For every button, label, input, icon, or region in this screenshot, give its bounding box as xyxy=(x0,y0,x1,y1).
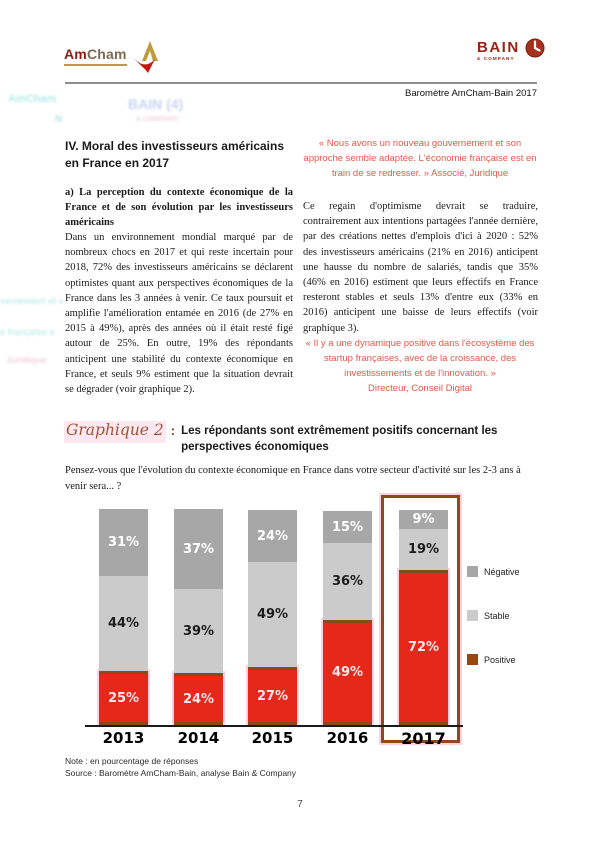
bar-segment-2016-stable: 36% xyxy=(323,543,372,620)
bar-segment-2014-positive: 24% xyxy=(174,673,223,725)
legend-swatch-positive xyxy=(467,654,478,665)
scan-artifact-1: N xyxy=(55,114,63,125)
bar-segment-2017-négative: 9% xyxy=(399,510,448,529)
legend-swatch-stable xyxy=(467,610,478,621)
legend-item-négative xyxy=(467,566,520,577)
bar-segment-2015-stable: 49% xyxy=(248,562,297,667)
bar-segment-2016-négative: 15% xyxy=(323,511,372,543)
bain-logo-main: BAIN xyxy=(477,38,520,56)
legend-swatch-négative xyxy=(467,566,478,577)
legend-item-stable xyxy=(467,610,510,621)
bain-company-logo xyxy=(477,38,545,63)
scan-artifact-2: BAIN (4) xyxy=(128,96,184,112)
chart-question: Pensez-vous que l'évolution du contexte économique en France dans votre secteur d'activité sur les 2-3 ans à venir sera... ? xyxy=(65,465,521,492)
subsection-title: a) La perception du contexte économique de la France et de son évolution par les investisseurs américains xyxy=(65,187,293,228)
chart-title: Les répondants sont extrêmement positifs concernant les perspectives économiques xyxy=(181,425,498,453)
right-paragraph: Ce regain d'optimisme devrait se traduire, contrairement aux intentions partagées l'année dernière, par des créations nettes d'emplois d'ici à 2020 : 52% des investisseurs américains (21% en 2016) anticipent une hausse du nombre de salariés, tandis que 35% (46% en 2016) estiment que leurs effectifs en France resteront stables et seuls 13% d'entre eux (33% en 2016) anticipent une baisse de leurs effectifs (voir graphique 3). xyxy=(303,201,538,334)
amcham-logo-text xyxy=(64,46,127,66)
quote-2 xyxy=(299,336,541,396)
amcham-logo xyxy=(64,38,161,79)
bar-segment-2016-positive: 49% xyxy=(323,620,372,725)
left-paragraph: Dans un environnement mondial marqué par de nombreux chocs en 2017 et qui reste incertain pour 2018, 72% des investisseurs américains se déclarent optimistes quant aux perspectives économiques de la France dans les 3 années à venir. Ce taux poursuit et amplifie l'amélioration entamée en 2016 (de 27% en 2015 à 49%), après des années où il était resté figé autour de 25%. En outre, 19% des répondants anticipent une stabilité du contexte économique en France, et seuls 9% estiment que la situation devrait se dégrader (voir graphique 2). xyxy=(65,232,293,396)
amcham-logo-text-cham: Cham xyxy=(86,46,127,62)
bar-segment-2014-négative: 37% xyxy=(174,509,223,589)
bar-segment-2013-positive: 25% xyxy=(99,671,148,725)
quote-1: « Nous avons un nouveau gouvernement et son approche semble adaptée. L'économie française est en train de se redresser. » Associé, Juridique xyxy=(303,138,537,179)
amcham-logo-text-am: Am xyxy=(64,46,87,62)
scan-artifact-0: AmCham xyxy=(8,93,57,105)
bar-segment-2013-négative: 31% xyxy=(99,509,148,576)
page-number: 7 xyxy=(297,799,303,810)
x-axis-line xyxy=(85,725,463,727)
bain-logo-sub: & COMPANY xyxy=(477,55,515,61)
amcham-bird-icon xyxy=(129,38,161,79)
bar-segment-2017-stable: 19% xyxy=(399,529,448,570)
legend-label-négative: Négative xyxy=(484,566,520,577)
chart-heading-separator: : xyxy=(170,423,176,438)
x-axis-label-2017: 2017 xyxy=(401,729,446,748)
legend-item-positive xyxy=(467,654,516,665)
bar-segment-2015-négative: 24% xyxy=(248,510,297,562)
quote-2-text: « Il y a une dynamique positive dans l'écosystème des startup françaises, avec de la croissance, des investissements et de l'innovation. » xyxy=(305,338,535,379)
legend-label-positive: Positive xyxy=(484,654,516,665)
bar-segment-2017-positive: 72% xyxy=(399,570,448,725)
bar-segment-2013-stable: 44% xyxy=(99,576,148,671)
scan-artifact-3: & COMPANY xyxy=(136,116,179,123)
bar-segment-2015-positive: 27% xyxy=(248,667,297,725)
x-axis-label-2014: 2014 xyxy=(177,729,220,747)
bar-segment-2014-stable: 39% xyxy=(174,589,223,673)
x-axis-label-2016: 2016 xyxy=(326,729,369,747)
scan-artifact-5: e française e xyxy=(0,327,55,337)
quote-2-attribution: Directeur, Conseil Digital xyxy=(367,383,472,394)
scan-artifact-4: vernement et s xyxy=(0,296,64,306)
header-divider xyxy=(65,82,537,84)
chart-footnotes xyxy=(65,755,465,779)
legend-label-stable: Stable xyxy=(484,610,510,621)
chart-source: Source : Baromètre AmCham-Bain, analyse Bain & Company xyxy=(65,768,297,778)
report-tagline: Baromètre AmCham-Bain 2017 xyxy=(404,88,537,99)
section-title: IV. Moral des investisseurs américains en France en 2017 xyxy=(65,139,285,170)
chart-note: Note : en pourcentage de réponses xyxy=(65,756,199,766)
bain-logo-text xyxy=(477,40,520,62)
x-axis-label-2013: 2013 xyxy=(102,729,145,747)
bain-anniversary-icon xyxy=(525,38,545,63)
scan-artifact-6: Juridique xyxy=(6,355,47,365)
stacked-bar-chart xyxy=(85,495,480,760)
x-axis-label-2015: 2015 xyxy=(251,729,294,747)
chart-number-label: Graphique 2 xyxy=(64,421,166,443)
chart-heading xyxy=(64,421,540,455)
